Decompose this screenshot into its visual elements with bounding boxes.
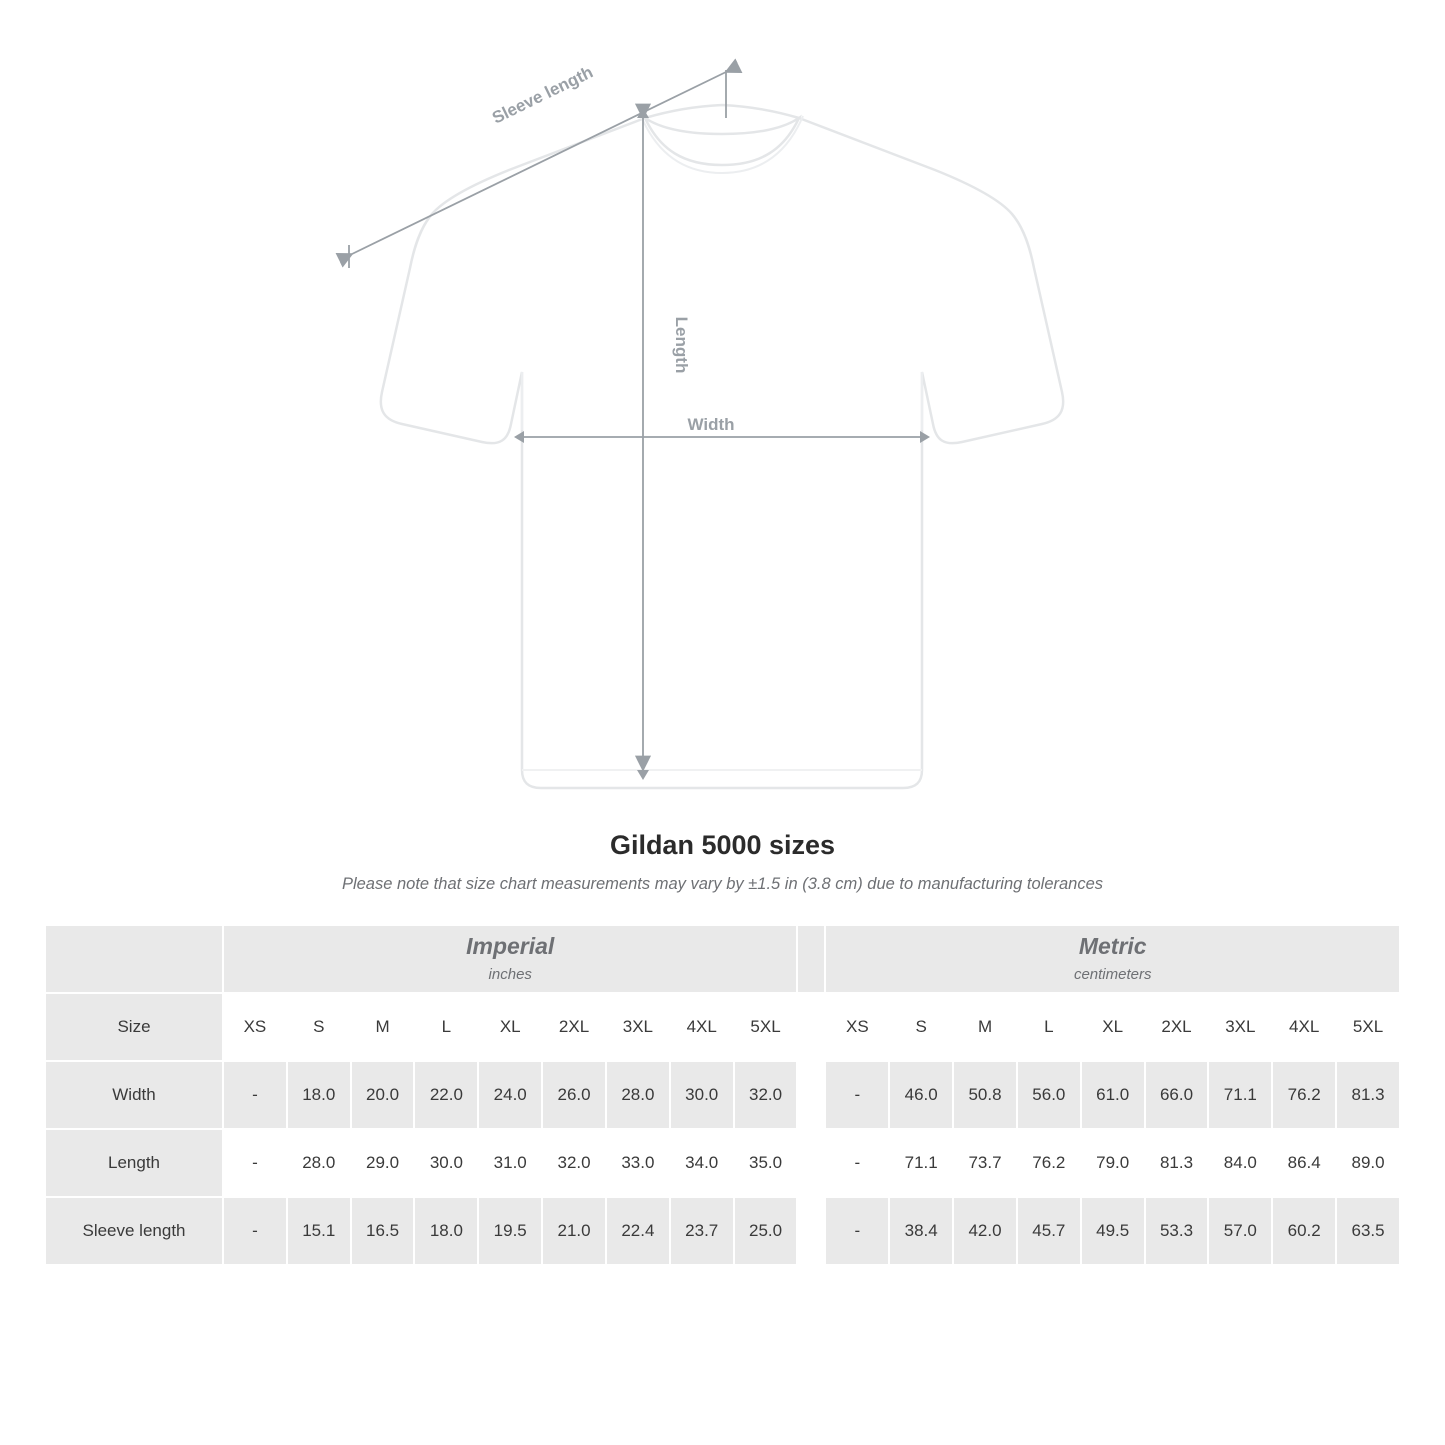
cell-length-met-8: 89.0	[1337, 1130, 1399, 1196]
cell-width-met-4: 61.0	[1082, 1062, 1144, 1128]
size-header-imp-6: 3XL	[607, 994, 669, 1060]
size-header-met-7: 4XL	[1273, 994, 1335, 1060]
size-header-met-4: XL	[1082, 994, 1144, 1060]
cell-length-met-6: 84.0	[1209, 1130, 1271, 1196]
size-header-imp-8: 5XL	[735, 994, 797, 1060]
unit-name-imperial: Imperial	[466, 933, 555, 960]
cell-width-met-3: 56.0	[1018, 1062, 1080, 1128]
cell-length-imp-1: 28.0	[288, 1130, 350, 1196]
size-header-met-2: M	[954, 994, 1016, 1060]
cell-length-met-3: 76.2	[1018, 1130, 1080, 1196]
cell-sleeve-met-2: 42.0	[954, 1198, 1016, 1264]
size-header-imp-1: S	[288, 994, 350, 1060]
size-table	[44, 924, 1401, 1266]
cell-width-imp-3: 22.0	[415, 1062, 477, 1128]
cell-length-met-4: 79.0	[1082, 1130, 1144, 1196]
unit-header-gap	[798, 926, 824, 992]
tshirt-shape	[381, 105, 1063, 788]
table-row	[46, 1062, 1399, 1128]
size-header-met-1: S	[890, 994, 952, 1060]
cell-sleeve-imp-6: 22.4	[607, 1198, 669, 1264]
cell-length-met-7: 86.4	[1273, 1130, 1335, 1196]
cell-width-imp-4: 24.0	[479, 1062, 541, 1128]
cell-width-imp-7: 30.0	[671, 1062, 733, 1128]
size-header-met-0: XS	[826, 994, 888, 1060]
cell-length-imp-8: 35.0	[735, 1130, 797, 1196]
cell-width-imp-0: -	[224, 1062, 286, 1128]
cell-sleeve-imp-5: 21.0	[543, 1198, 605, 1264]
size-header-met-3: L	[1018, 994, 1080, 1060]
cell-sleeve-imp-2: 16.5	[352, 1198, 414, 1264]
cell-length-imp-6: 33.0	[607, 1130, 669, 1196]
cell-length-imp-2: 29.0	[352, 1130, 414, 1196]
cell-width-met-6: 71.1	[1209, 1062, 1271, 1128]
cell-length-met-0: -	[826, 1130, 888, 1196]
size-header-imp-7: 4XL	[671, 994, 733, 1060]
unit-header-row	[46, 926, 1399, 992]
cell-width-met-5: 66.0	[1146, 1062, 1208, 1128]
size-header-row	[46, 994, 1399, 1060]
size-header-imp-5: 2XL	[543, 994, 605, 1060]
cell-width-met-8: 81.3	[1337, 1062, 1399, 1128]
corner-label: Size	[46, 994, 222, 1060]
cell-length-met-1: 71.1	[890, 1130, 952, 1196]
cell-length-imp-4: 31.0	[479, 1130, 541, 1196]
unit-sub-metric: centimeters	[1073, 965, 1152, 983]
cell-sleeve-met-7: 60.2	[1273, 1198, 1335, 1264]
cell-sleeve-imp-7: 23.7	[671, 1198, 733, 1264]
row-label-sleeve-length: Sleeve length	[46, 1198, 222, 1264]
cell-width-imp-5: 26.0	[543, 1062, 605, 1128]
unit-header-blank	[46, 926, 222, 992]
size-header-met-6: 3XL	[1209, 994, 1271, 1060]
size-header-imp-4: XL	[479, 994, 541, 1060]
page-subtitle: Please note that size chart measurements may vary by ±1.5 in (3.8 cm) due to manufacturing tolerances	[341, 875, 1104, 893]
cell-length-imp-0: -	[224, 1130, 286, 1196]
cell-sleeve-met-1: 38.4	[890, 1198, 952, 1264]
size-table-wrapper	[0, 924, 1445, 1266]
size-header-imp-3: L	[415, 994, 477, 1060]
cell-width-met-2: 50.8	[954, 1062, 1016, 1128]
cell-width-met-0: -	[826, 1062, 888, 1128]
unit-sub-imperial: inches	[488, 965, 532, 983]
cell-sleeve-met-4: 49.5	[1082, 1198, 1144, 1264]
unit-header-metric	[826, 926, 1399, 992]
cell-sleeve-imp-4: 19.5	[479, 1198, 541, 1264]
column-gap	[798, 994, 824, 1060]
length-label: Length	[672, 316, 691, 374]
size-header-imp-0: XS	[224, 994, 286, 1060]
cell-sleeve-met-0: -	[826, 1198, 888, 1264]
cell-length-imp-3: 30.0	[415, 1130, 477, 1196]
cell-length-met-5: 81.3	[1146, 1130, 1208, 1196]
cell-width-met-1: 46.0	[890, 1062, 952, 1128]
cell-width-imp-1: 18.0	[288, 1062, 350, 1128]
cell-length-met-2: 73.7	[954, 1130, 1016, 1196]
cell-sleeve-met-3: 45.7	[1018, 1198, 1080, 1264]
unit-header-imperial	[224, 926, 796, 992]
cell-sleeve-imp-1: 15.1	[288, 1198, 350, 1264]
table-row	[46, 1198, 1399, 1264]
cell-sleeve-met-8: 63.5	[1337, 1198, 1399, 1264]
cell-sleeve-imp-8: 25.0	[735, 1198, 797, 1264]
cell-width-imp-8: 32.0	[735, 1062, 797, 1128]
width-label: Width	[687, 415, 735, 434]
size-header-imp-2: M	[352, 994, 414, 1060]
column-gap	[798, 1062, 824, 1128]
table-row	[46, 1130, 1399, 1196]
size-header-met-8: 5XL	[1337, 994, 1399, 1060]
cell-sleeve-imp-3: 18.0	[415, 1198, 477, 1264]
cell-sleeve-met-6: 57.0	[1209, 1198, 1271, 1264]
cell-length-imp-5: 32.0	[543, 1130, 605, 1196]
cell-width-imp-2: 20.0	[352, 1062, 414, 1128]
cell-length-imp-7: 34.0	[671, 1130, 733, 1196]
cell-sleeve-met-5: 53.3	[1146, 1198, 1208, 1264]
row-label-width: Width	[46, 1062, 222, 1128]
cell-sleeve-imp-0: -	[224, 1198, 286, 1264]
row-label-length: Length	[46, 1130, 222, 1196]
page-title: Gildan 5000 sizes	[609, 830, 836, 860]
size-header-met-5: 2XL	[1146, 994, 1208, 1060]
unit-name-metric: Metric	[1078, 933, 1147, 960]
cell-width-imp-6: 28.0	[607, 1062, 669, 1128]
column-gap	[798, 1130, 824, 1196]
sleeve-length-label: Sleeve length	[489, 62, 597, 128]
cell-width-met-7: 76.2	[1273, 1062, 1335, 1128]
column-gap	[798, 1198, 824, 1264]
